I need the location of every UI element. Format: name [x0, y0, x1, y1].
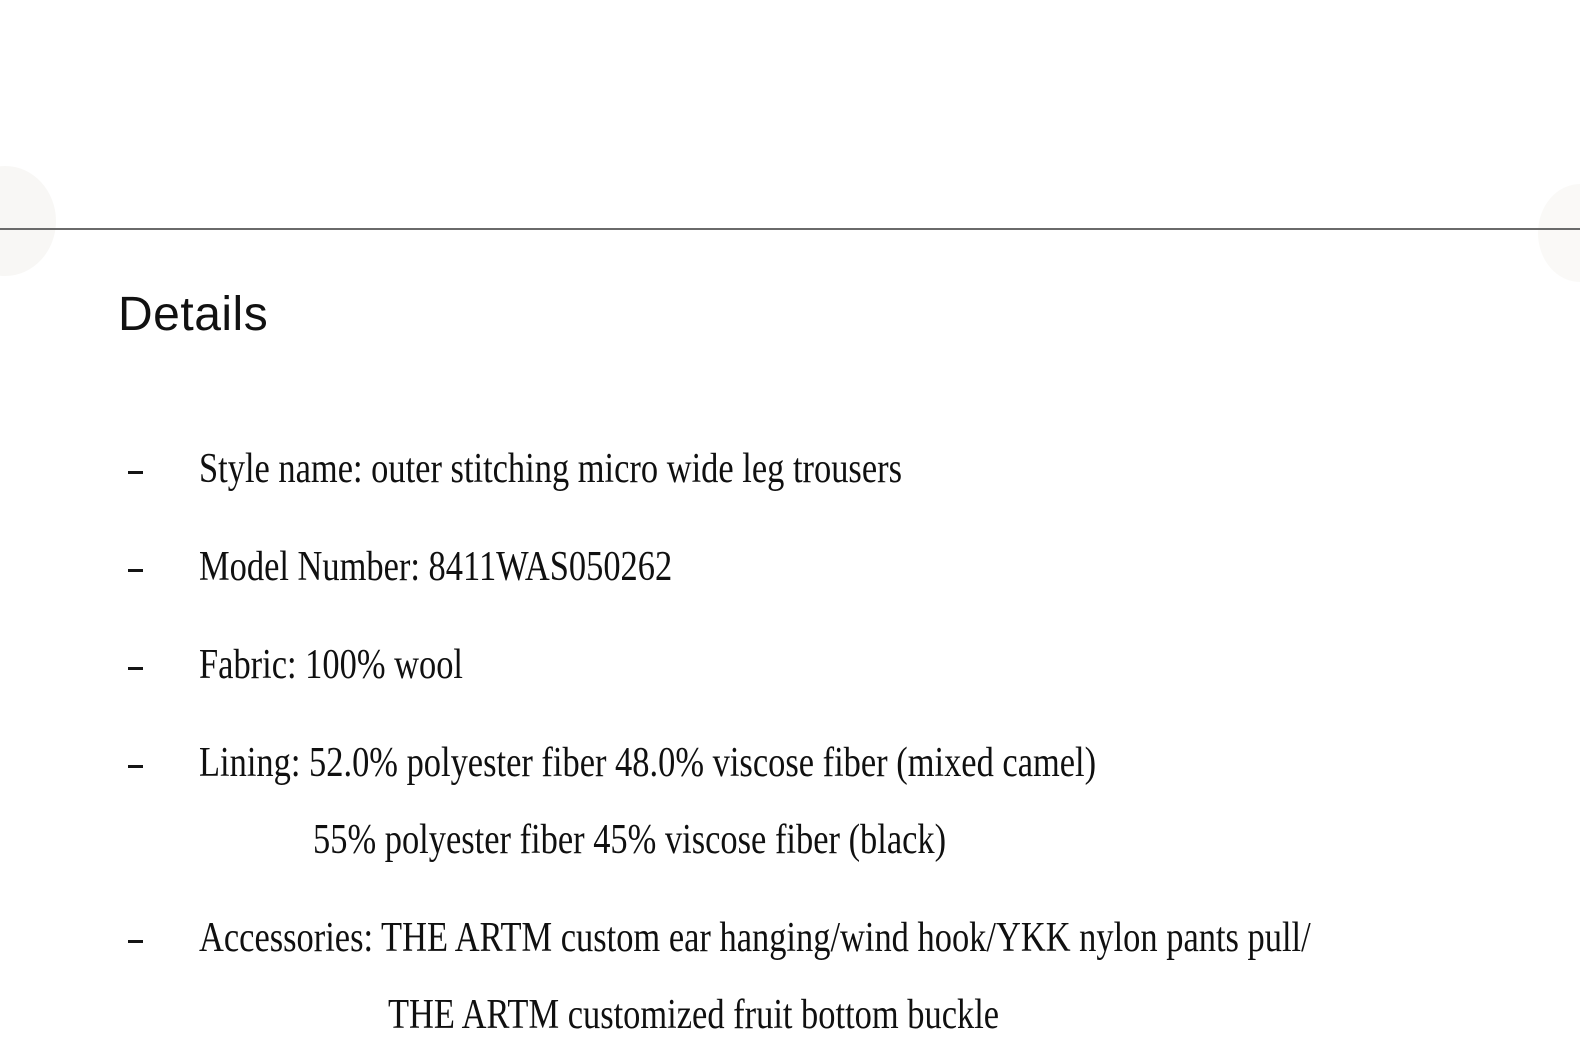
- detail-text: THE ARTM customized fruit bottom buckle: [388, 992, 1000, 1038]
- edge-image-fragment-left: [0, 166, 56, 276]
- detail-text: Lining: 52.0% polyester fiber 48.0% viscose fiber (mixed camel): [199, 740, 1097, 786]
- detail-text: Accessories: THE ARTM custom ear hanging/wind hook/YKK nylon pants pull/: [199, 915, 1311, 961]
- dash-bullet-icon: [128, 667, 143, 670]
- section-title: Details: [118, 288, 269, 341]
- detail-item-accessories: [128, 917, 1580, 1036]
- edge-image-fragment-right: [1538, 184, 1580, 282]
- detail-item-body: [199, 448, 1056, 490]
- detail-line: [199, 546, 776, 588]
- detail-item-body: [199, 917, 1555, 1036]
- detail-text: Model Number: 8411WAS050262: [199, 544, 673, 590]
- detail-item-body: [199, 644, 521, 686]
- dash-bullet-icon: [128, 765, 143, 768]
- detail-line-continuation: [388, 994, 1555, 1036]
- detail-line: [199, 448, 1056, 490]
- section-divider: [0, 228, 1580, 230]
- detail-line: [199, 742, 1293, 784]
- detail-item-style-name: [128, 448, 1580, 490]
- detail-text: 55% polyester fiber 45% viscose fiber (black): [313, 817, 947, 863]
- details-list: [118, 448, 1580, 1036]
- details-content: [0, 288, 1580, 1038]
- detail-item-body: [199, 546, 776, 588]
- detail-line-continuation: [313, 819, 1293, 861]
- detail-item-model-number: [128, 546, 1580, 588]
- dash-bullet-icon: [128, 569, 143, 572]
- detail-text: Fabric: 100% wool: [199, 642, 464, 688]
- detail-item-body: [199, 742, 1293, 861]
- dash-bullet-icon: [128, 471, 143, 474]
- detail-line: [199, 644, 521, 686]
- dash-bullet-icon: [128, 940, 143, 943]
- detail-line: [199, 917, 1555, 959]
- detail-item-fabric: [128, 644, 1580, 686]
- detail-item-lining: [128, 742, 1580, 861]
- detail-text: Style name: outer stitching micro wide leg trousers: [199, 446, 902, 492]
